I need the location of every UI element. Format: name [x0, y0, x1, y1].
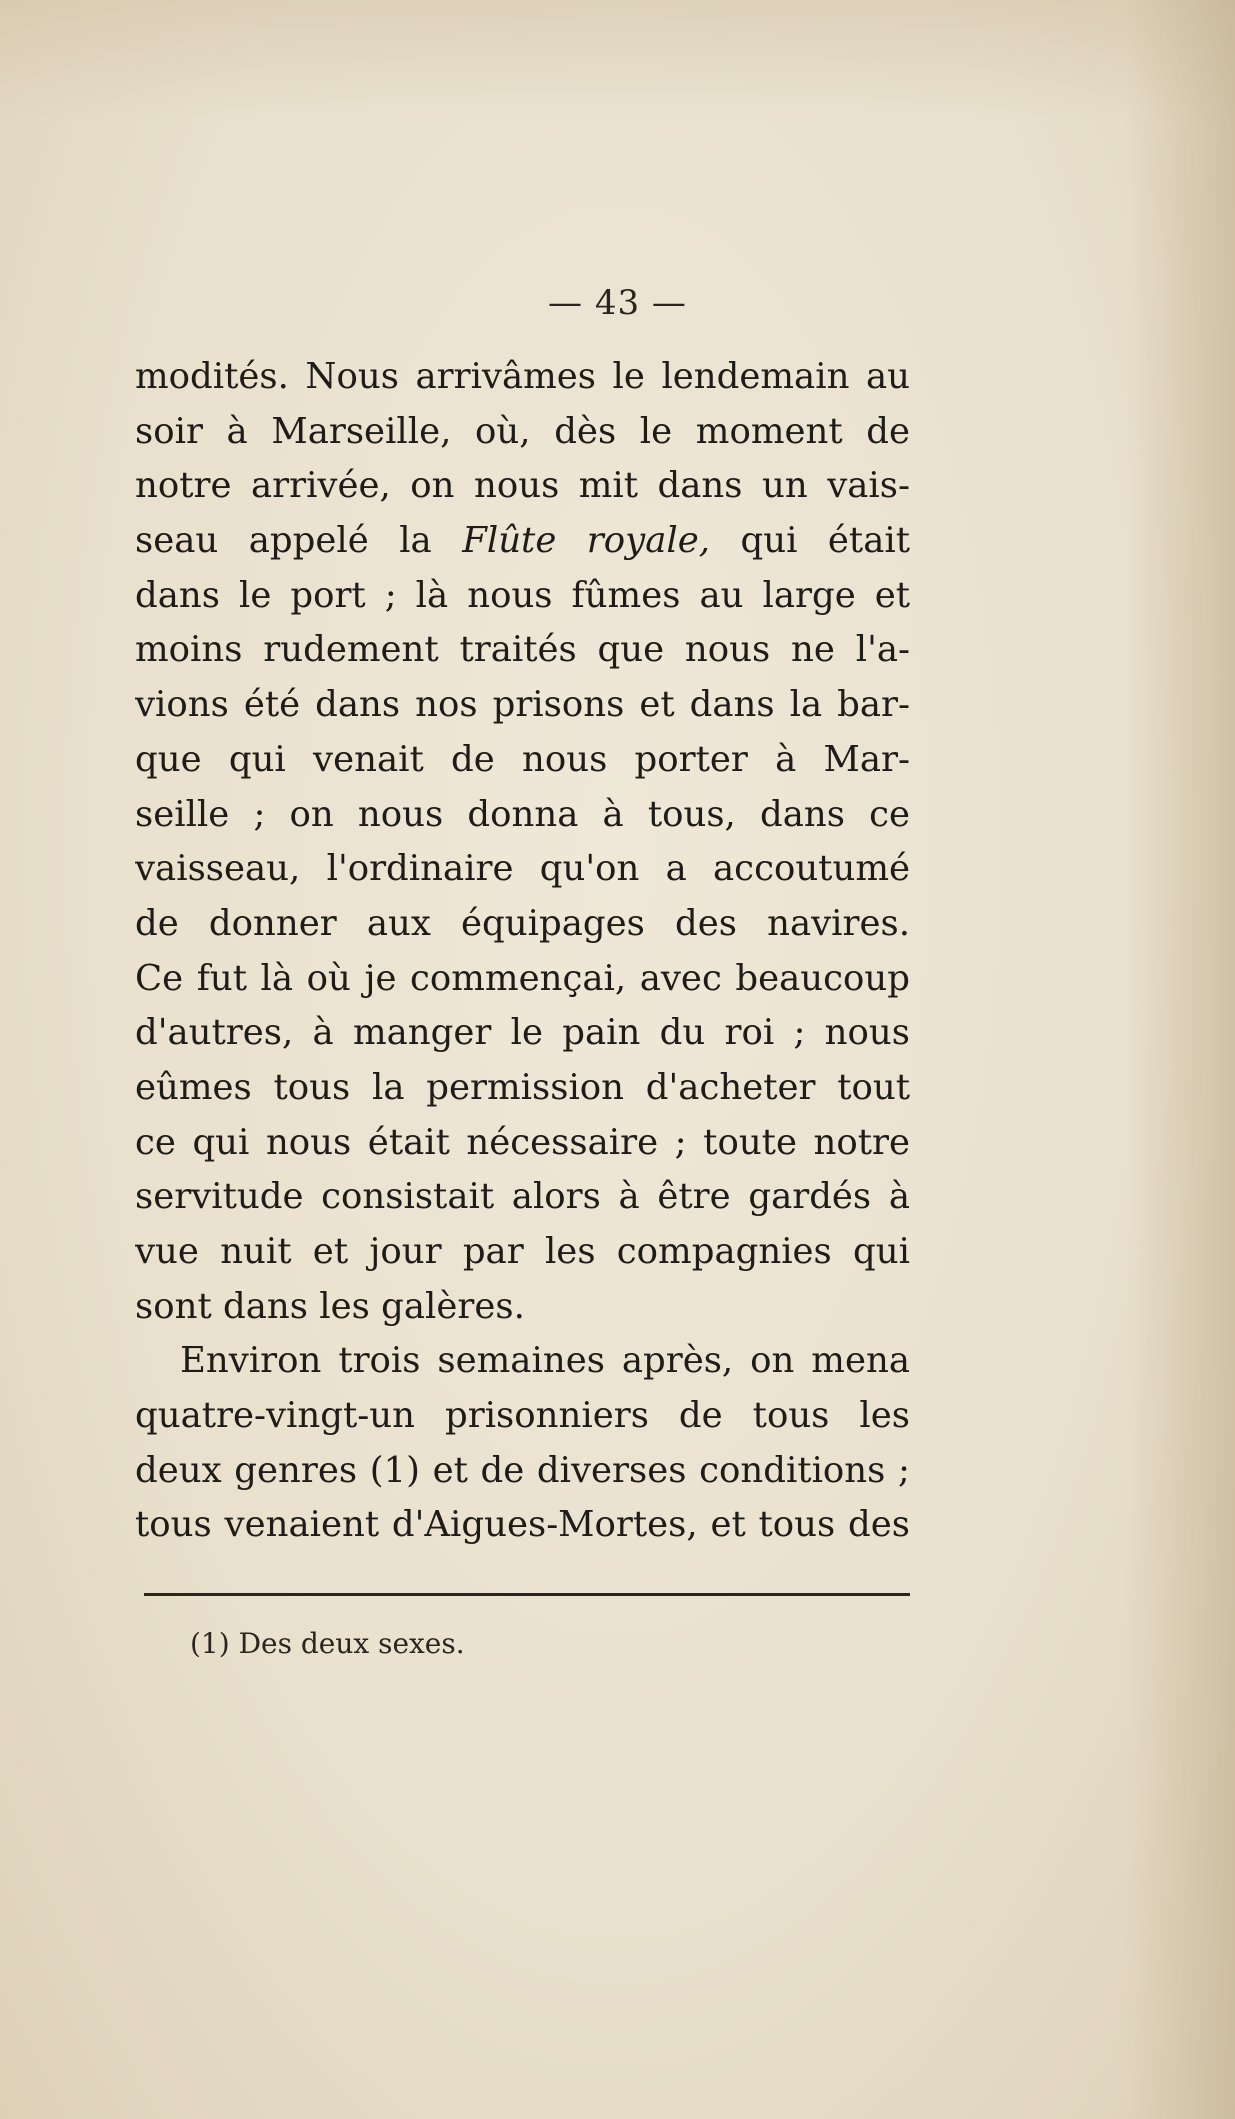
- text-line-4-start: seau appelé la: [135, 520, 432, 562]
- text-line-18: sont dans les galères.: [135, 1285, 525, 1327]
- text-line-17: vue nuit et jour par les compagnies qui: [135, 1231, 910, 1272]
- text-line-4-end: qui était: [740, 520, 910, 562]
- text-line-22: tous venaient d'Aigues-Mortes, et tous des: [135, 1504, 910, 1546]
- text-line-13: d'autres, à manger le pain du roi ; nous: [135, 1012, 910, 1054]
- text-line-16: servitude consistait alors à être gardés à: [135, 1176, 910, 1218]
- text-line-4: [135, 514, 910, 569]
- text-line-5: dans le port ; là nous fûmes au large et: [135, 574, 910, 616]
- text-line-14: eûmes tous la permission d'acheter tout: [135, 1066, 910, 1108]
- footnote: (1) Des deux sexes.: [190, 1627, 465, 1660]
- page-number: — 43 —: [548, 283, 687, 323]
- ship-name-italic: Flûte royale,: [462, 520, 711, 562]
- text-line-11: de donner aux équipages des navires.: [135, 902, 910, 944]
- text-line-12: Ce fut là où je commençai, avec beaucoup: [135, 957, 910, 999]
- text-line-6: moins rudement traités que nous ne l'a-: [135, 629, 910, 671]
- text-line-2: soir à Marseille, où, dès le moment de: [135, 410, 910, 452]
- text-line-21: deux genres (1) et de diverses conditions ;: [135, 1449, 910, 1491]
- text-line-9: seille ; on nous donna à tous, dans ce: [135, 793, 910, 835]
- text-line-1: modités. Nous arrivâmes le lendemain au: [135, 356, 910, 397]
- text-line-19: Environ trois semaines après, on mena: [180, 1340, 910, 1382]
- text-line-10: vaisseau, l'ordinaire qu'on a accoutumé: [135, 848, 910, 890]
- text-line-8: que qui venait de nous porter à Mar-: [135, 738, 910, 780]
- text-line-15: ce qui nous était nécessaire ; toute notre: [135, 1121, 910, 1163]
- page-top-shading: [0, 0, 1235, 120]
- footnote-rule: [144, 1593, 910, 1596]
- text-line-7: vions été dans nos prisons et dans la bar-: [135, 684, 910, 726]
- text-line-20: quatre-vingt-un prisonniers de tous les: [135, 1395, 910, 1437]
- text-line-3: notre arrivée, on nous mit dans un vais-: [135, 465, 910, 507]
- body-text: [135, 350, 910, 1553]
